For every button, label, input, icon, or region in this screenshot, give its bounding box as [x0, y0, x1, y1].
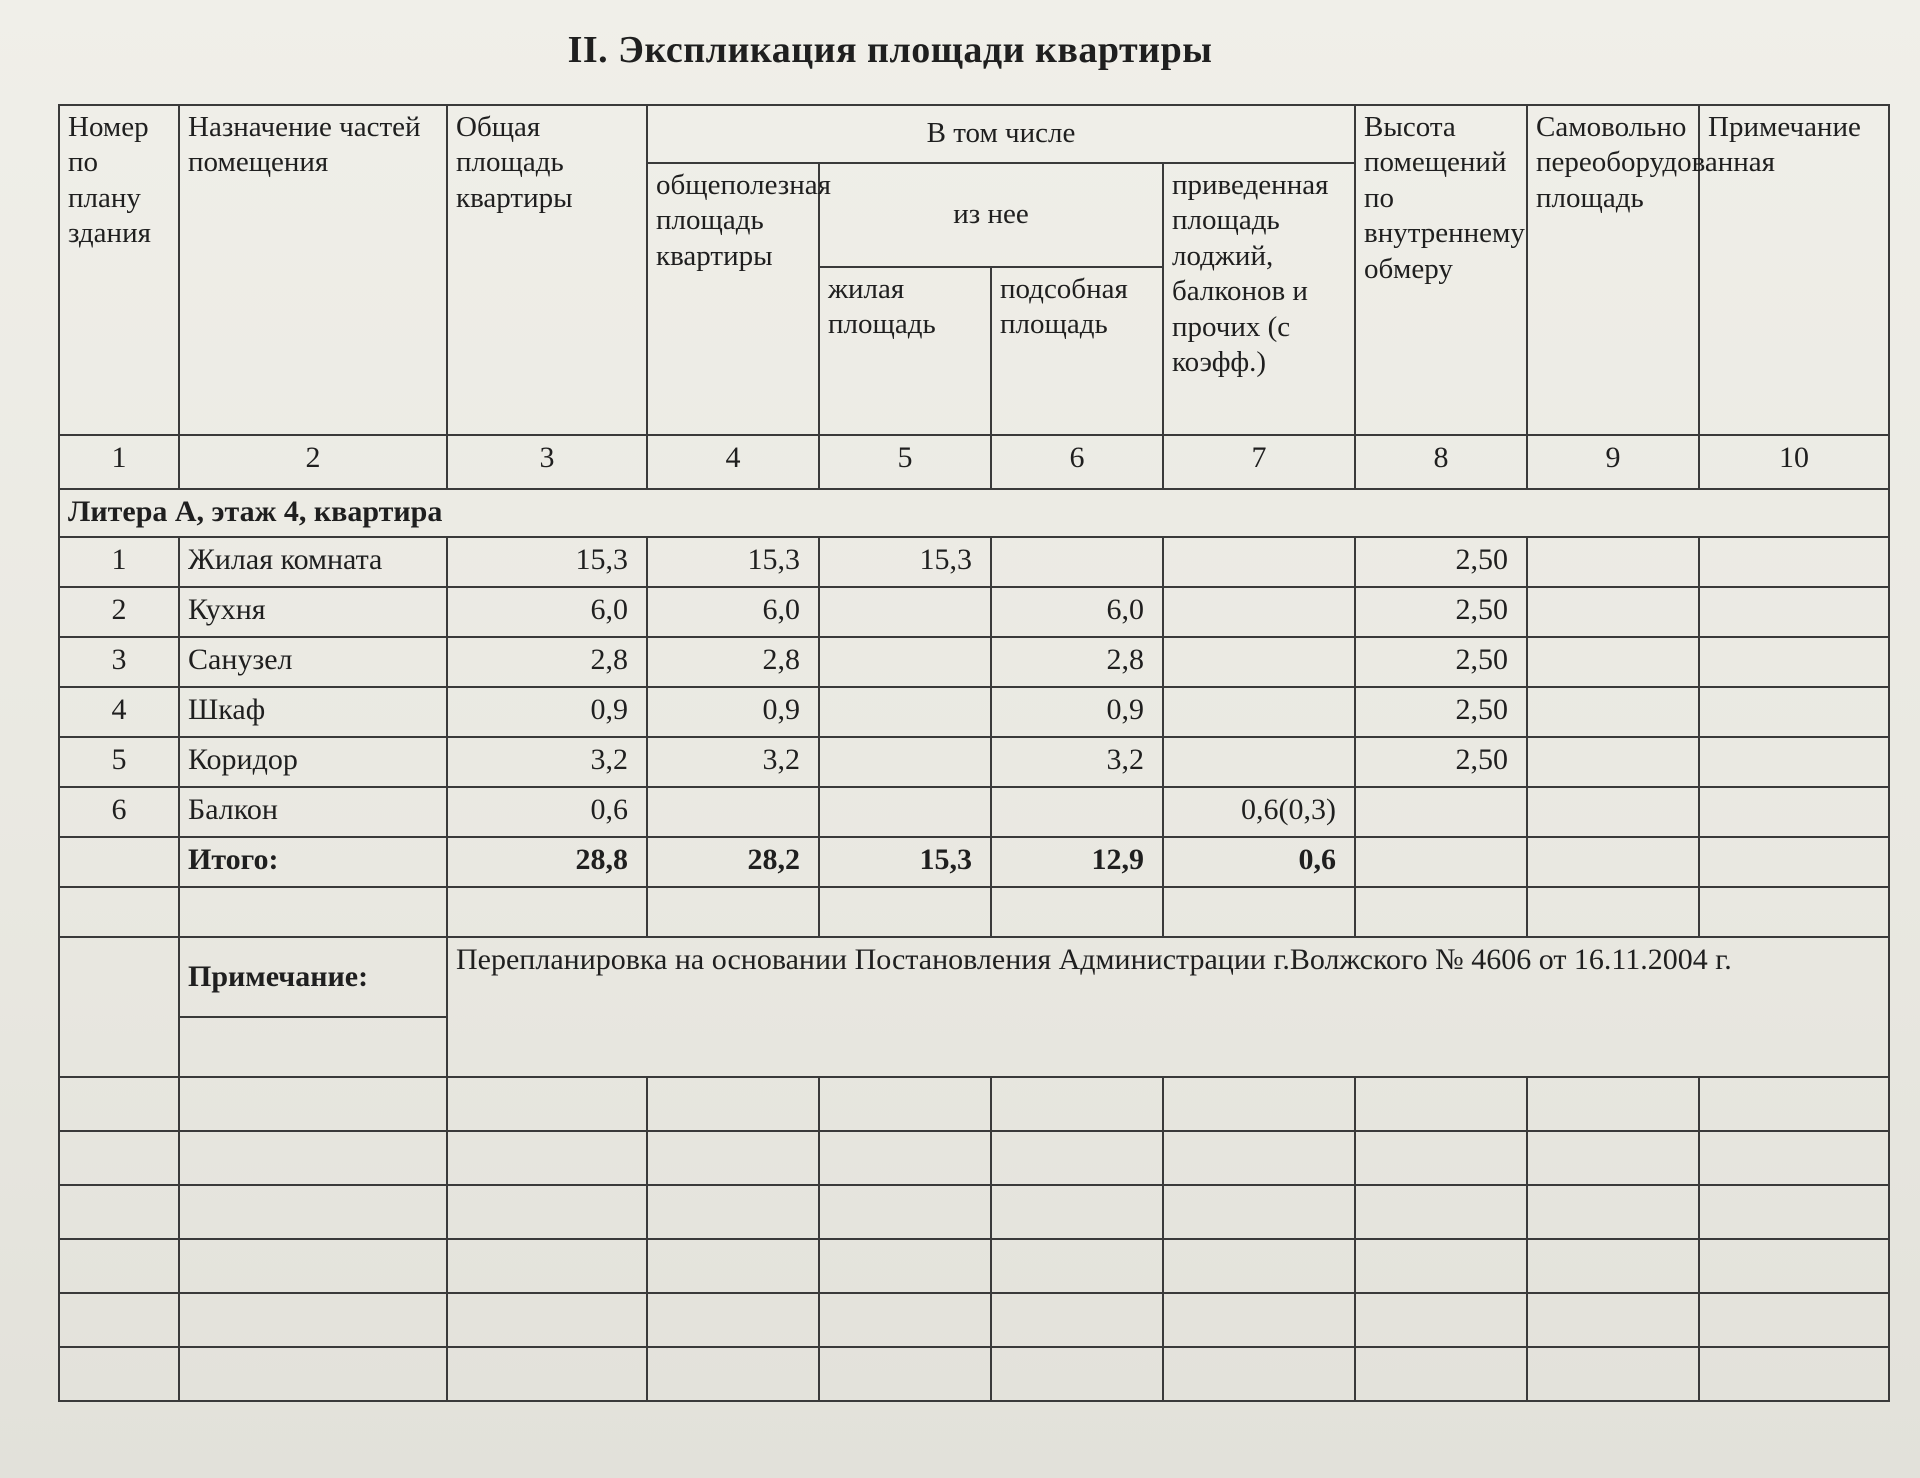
total-area-value: 15,3 — [447, 537, 647, 587]
header-useful-area: общеполезная площадь квартиры — [647, 163, 819, 435]
auxiliary-area-value: 2,8 — [991, 637, 1163, 687]
total-area-value: 0,9 — [447, 687, 647, 737]
room-name: Балкон — [179, 787, 447, 837]
column-number: 3 — [447, 435, 647, 489]
room-number: 1 — [59, 537, 179, 587]
column-number: 2 — [179, 435, 447, 489]
room-number: 4 — [59, 687, 179, 737]
table-row — [59, 687, 1889, 737]
total-area-value: 2,8 — [447, 637, 647, 687]
reduced-area-value — [1163, 687, 1355, 737]
header-unauthorized-area: Самовольно переоборудованная площадь — [1527, 105, 1699, 435]
room-name: Коридор — [179, 737, 447, 787]
header-note: Примечание — [1699, 105, 1889, 435]
height-value: 2,50 — [1355, 587, 1527, 637]
living-area-value — [819, 587, 991, 637]
table-row — [59, 587, 1889, 637]
room-number: 6 — [59, 787, 179, 837]
table-row — [59, 787, 1889, 837]
blank-row — [59, 1347, 1889, 1401]
column-number: 9 — [1527, 435, 1699, 489]
header-total-area: Общая площадь квартиры — [447, 105, 647, 435]
room-name: Жилая комната — [179, 537, 447, 587]
reduced-area-value: 0,6(0,3) — [1163, 787, 1355, 837]
reduced-area-value — [1163, 737, 1355, 787]
height-value: 2,50 — [1355, 537, 1527, 587]
header-row-1 — [59, 105, 1889, 163]
totals-row — [59, 837, 1889, 887]
column-number: 10 — [1699, 435, 1889, 489]
height-value: 2,50 — [1355, 737, 1527, 787]
reduced-area-value — [1163, 587, 1355, 637]
room-name: Шкаф — [179, 687, 447, 737]
column-number: 6 — [991, 435, 1163, 489]
note-text: Перепланировка на основании Постановления Администрации г.Волжского № 4606 от 16.11.2004 г. — [447, 937, 1889, 1077]
auxiliary-area-value: 3,2 — [991, 737, 1163, 787]
column-number: 7 — [1163, 435, 1355, 489]
column-numbers-row — [59, 435, 1889, 489]
column-number: 8 — [1355, 435, 1527, 489]
note-row — [59, 937, 1889, 1017]
blank-row — [59, 1239, 1889, 1293]
total-area-value: 3,2 — [447, 737, 647, 787]
header-height: Высота помещений по внутреннему обмеру — [1355, 105, 1527, 435]
header-plan-number: Номер по плану здания — [59, 105, 179, 435]
table-row — [59, 637, 1889, 687]
column-number: 5 — [819, 435, 991, 489]
header-reduced-area: приведенная площадь лоджий, балконов и прочих (с коэфф.) — [1163, 163, 1355, 435]
totals-living-area: 15,3 — [819, 837, 991, 887]
header-living-area: жилая площадь — [819, 267, 991, 435]
blank-row — [59, 1131, 1889, 1185]
totals-reduced-area: 0,6 — [1163, 837, 1355, 887]
height-value: 2,50 — [1355, 637, 1527, 687]
useful-area-value: 0,9 — [647, 687, 819, 737]
room-number: 3 — [59, 637, 179, 687]
room-number: 2 — [59, 587, 179, 637]
total-area-value: 6,0 — [447, 587, 647, 637]
totals-label: Итого: — [179, 837, 447, 887]
blank-row — [59, 1293, 1889, 1347]
table-row — [59, 737, 1889, 787]
auxiliary-area-value — [991, 787, 1163, 837]
blank-row — [59, 887, 1889, 937]
auxiliary-area-value: 0,9 — [991, 687, 1163, 737]
height-value — [1355, 787, 1527, 837]
reduced-area-value — [1163, 637, 1355, 687]
header-auxiliary-area: подсобная площадь — [991, 267, 1163, 435]
auxiliary-area-value — [991, 537, 1163, 587]
section-row — [59, 489, 1889, 537]
totals-useful-area: 28,2 — [647, 837, 819, 887]
living-area-value — [819, 687, 991, 737]
living-area-value: 15,3 — [819, 537, 991, 587]
header-including: В том числе — [647, 105, 1355, 163]
room-number: 5 — [59, 737, 179, 787]
blank-row — [59, 1185, 1889, 1239]
reduced-area-value — [1163, 537, 1355, 587]
living-area-value — [819, 787, 991, 837]
total-area-value: 0,6 — [447, 787, 647, 837]
room-name: Кухня — [179, 587, 447, 637]
totals-total-area: 28,8 — [447, 837, 647, 887]
table-row — [59, 537, 1889, 587]
auxiliary-area-value: 6,0 — [991, 587, 1163, 637]
useful-area-value: 3,2 — [647, 737, 819, 787]
useful-area-value: 6,0 — [647, 587, 819, 637]
height-value: 2,50 — [1355, 687, 1527, 737]
page-title: II. Экспликация площади квартиры — [567, 29, 1213, 71]
living-area-value — [819, 637, 991, 687]
totals-auxiliary-area: 12,9 — [991, 837, 1163, 887]
header-of-which: из нее — [819, 163, 1163, 267]
note-label: Примечание: — [179, 937, 447, 1017]
useful-area-value: 15,3 — [647, 537, 819, 587]
room-name: Санузел — [179, 637, 447, 687]
explication-table — [58, 104, 1890, 1402]
blank-row — [59, 1077, 1889, 1131]
useful-area-value: 2,8 — [647, 637, 819, 687]
section-label: Литера А, этаж 4, квартира — [59, 489, 1889, 537]
header-room-purpose: Назначение частей помещения — [179, 105, 447, 435]
column-number: 1 — [59, 435, 179, 489]
column-number: 4 — [647, 435, 819, 489]
living-area-value — [819, 737, 991, 787]
useful-area-value — [647, 787, 819, 837]
